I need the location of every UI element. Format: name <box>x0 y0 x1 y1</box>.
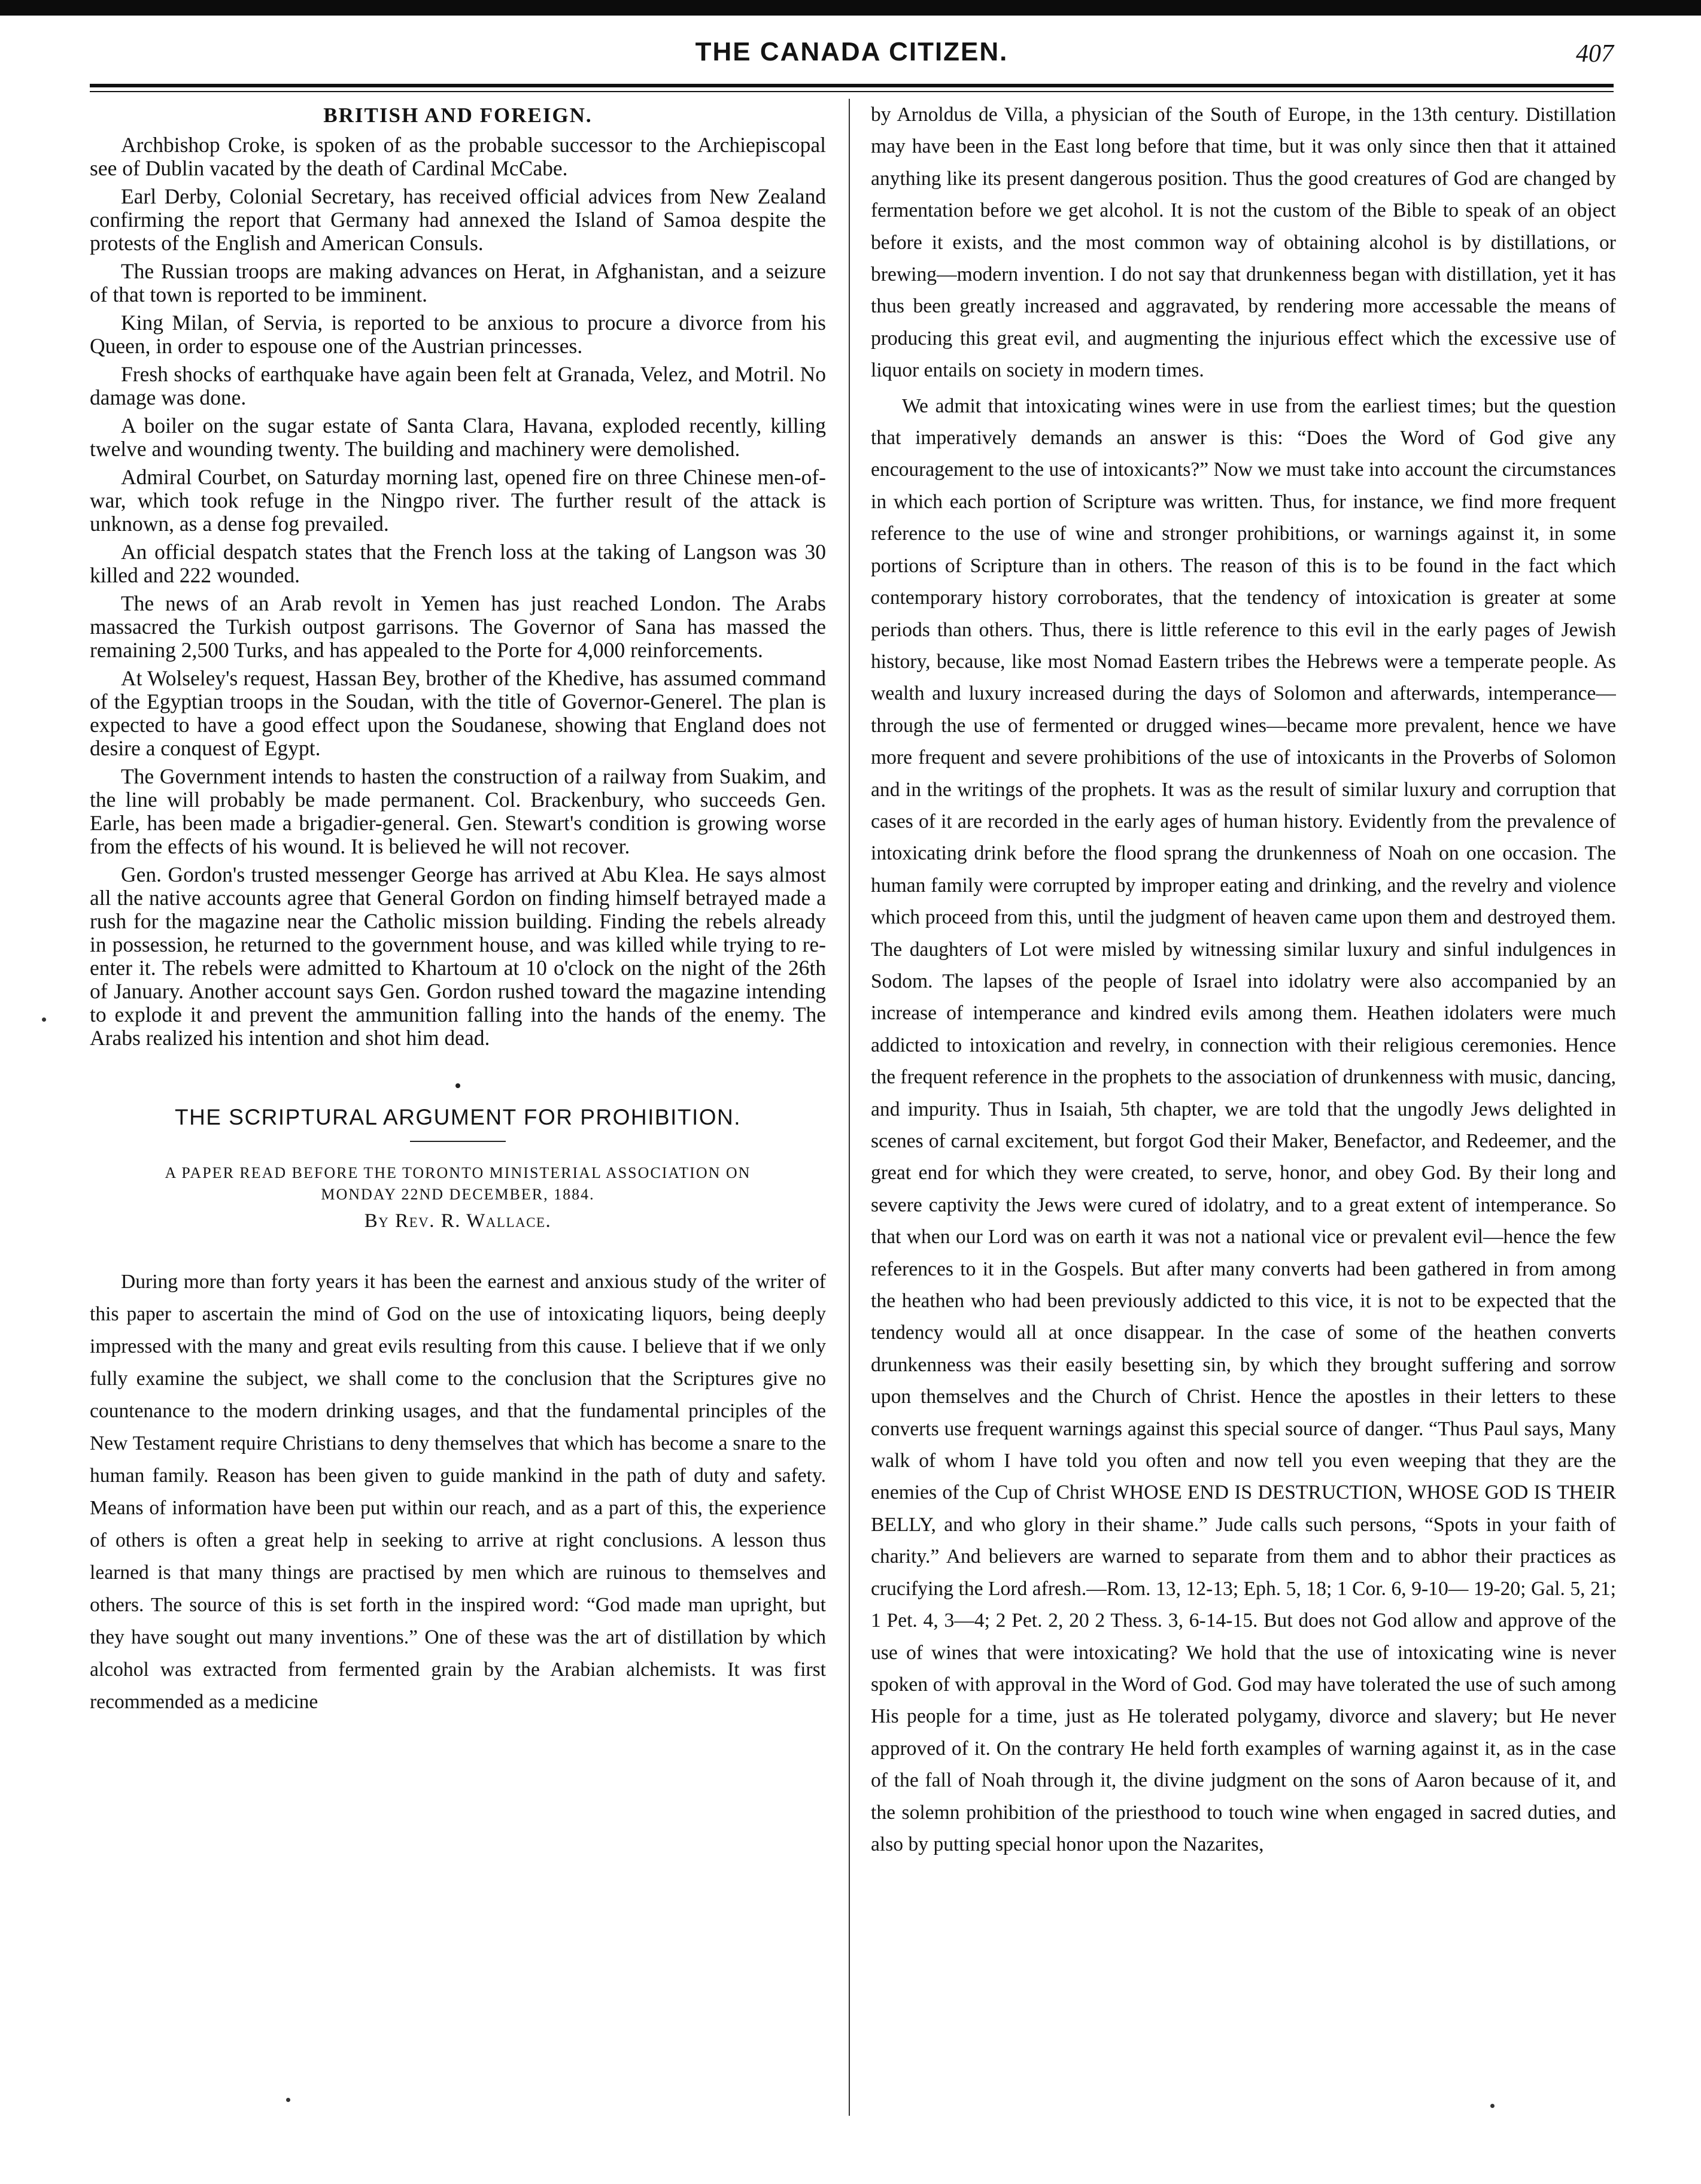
news-paragraph: The news of an Arab revolt in Yemen has just reached London. The Arabs massacred the Turkish outpost garrisons. The Governor of Sana has massed the remaining 2,500 Turks, and has appealed to the Porte for 4,000 reinforcements. <box>90 591 826 662</box>
article-paragraph: During more than forty years it has been the earnest and anxious study of the writer of this paper to ascertain the mind of God on the use of intoxicating liquors, being deeply impressed with the many and great evils resulting from this cause. I believe that if we only fully examine the subject, we shall come to the conclusion that the Scriptures give no countenance to the modern drinking usages, and that the fundamental principles of the New Testament require Christians to deny themselves that which has become a snare to the human family. Reason has been given to guide mankind in the path of duty and safety. Means of information have been put within our reach, and as a part of this, the experience of others is often a great help in seeking to arrive at right conclusions. A lesson thus learned is that many things are practised by men which are ruinous to themselves and others. The source of this is set forth in the inspired word: “God made man upright, but they have sought out many inventions.” One of these was the art of distillation by which alcohol was extracted from fermented grain by the Arabian alchemists. It was first recommended as a medicine <box>90 1271 826 1713</box>
article-subtitle-line-1: A PAPER READ BEFORE THE TORONTO MINISTERIAL ASSOCIATION ON <box>165 1164 751 1181</box>
page-header <box>90 37 1614 79</box>
news-paragraph: A boiler on the sugar estate of Santa Clara, Havana, exploded recently, killing twelve and wounding twenty. The building and machinery were demolished. <box>90 414 826 461</box>
news-paragraph: Admiral Courbet, on Saturday morning last, opened fire on three Chinese men-of-war, which took refuge in the Ningpo river. The further result of the attack is unknown, as a dense fog prevailed. <box>90 465 826 536</box>
newspaper-title: THE CANADA CITIZEN. <box>695 37 1009 66</box>
news-paragraph: The Government intends to hasten the construction of a railway from Suakim, and the line will probably be made permanent. Col. Brackenbury, who succeeds Gen. Earle, has been made a brigadier-general. Gen. Stewart's condition is growing worse from the effects of his wound. It is believed he will not recover. <box>90 764 826 858</box>
article-section <box>90 1105 826 1718</box>
top-black-rule <box>0 0 1701 16</box>
margin-speck <box>286 2098 290 2102</box>
margin-speck <box>42 1017 46 1022</box>
section-heading: BRITISH AND FOREIGN. <box>323 104 593 127</box>
right-column <box>871 99 1616 2122</box>
margin-speck <box>1490 2104 1495 2108</box>
page-number: 407 <box>1576 40 1614 68</box>
news-paragraph: At Wolseley's request, Hassan Bey, brother of the Khedive, has assumed command of the Egyptian troops in the Soudan, with the title of Governor-Generel. The plan is expected to have a good effect upon the Soudanese, showing that England does not desire a conquest of Egypt. <box>90 666 826 760</box>
title-rule <box>410 1141 506 1142</box>
article-byline: By Rev. R. Wallace. <box>364 1210 552 1232</box>
left-column <box>90 99 826 2122</box>
news-paragraph: Fresh shocks of earthquake have again been felt at Granada, Velez, and Motril. No damage was done. <box>90 362 826 409</box>
article-paragraph: We admit that intoxicating wines were in use from the earliest times; but the question that imperatively demands an answer is this: “Does the Word of God give any encouragement to the use of intoxicants?” Now we must take into account the circumstances in which each portion of Scripture was written. Thus, for instance, we find more frequent reference to the use of wine and stronger prohibitions, or warnings against it, in some portions of Scripture than in others. The reason of this is to be found in the fact which contemporary history corroborates, that the tendency of intoxication is greater at some periods than others. Thus, there is little reference to this evil in the early pages of Jewish history, because, like most Nomad Eastern tribes the Hebrews were a temperate people. As wealth and luxury increased during the days of Solomon and afterwards, intemperance—through the use of fermented or drugged wines—became more prevalent, hence we have more frequent and severe prohibitions of the use of intoxicants in the Proverbs of Solomon and in the writings of the prophets. It was as the result of similar luxury and corruption that cases of it are recorded in the early ages of human history. Evidently from the prevalence of intoxicating drink before the flood sprang the drunkenness of Noah on one occasion. The human family were corrupted by improper eating and drinking, and the revelry and violence which proceed from this, until the judgment of heaven came upon them and destroyed them. The daughters of Lot were misled by witnessing similar luxury and sinful indulgences in Sodom. The lapses of the people of Israel into idolatry were also accompanied by an increase of intemperance and kindred evils among them. Heathen idolaters were much addicted to intoxication and revelry, in connection with their religious ceremonies. Hence the frequent reference in the prophets to the association of drunkenness with music, dancing, and impurity. Thus in Isaiah, 5th chapter, we are told that the ungodly Jews delighted in scenes of carnal excitement, but forgot God their Maker, Benefactor, and Redeemer, and the great end for which they were created, to serve, honor, and obey God. By their long and severe captivity the Jews were cured of idolatry, and to a great extent of intemperance. So that when our Lord was on earth it was not a national vice or prevalent evil—hence the few references to it in the Gospels. But after many converts had been gathered in from among the heathen who had been previously addicted to this vice, it is not to be expected that the tendency would all at once disappear. In the case of some of the heathen converts drunkenness was their easily besetting sin, by which they brought suffering and sorrow upon themselves and the Church of Christ. Hence the apostles in their letters to these converts use frequent warnings against this special source of danger. “Thus Paul says, Many walk of whom I have told you often and now tell you even weeping that they are the enemies of the Cup of Christ WHOSE END IS DESTRUCTION, WHOSE GOD IS THEIR BELLY, and who glory in their shame.” Jude calls such persons, “Spots in your faith of charity.” And believers are warned to separate from them and to abhor their practices as crucifying the Lord afresh.—Rom. 13, 12-13; Eph. 5, 18; 1 Cor. 6, 9-10— 19-20; Gal. 5, 21; 1 Pet. 4, 3—4; 2 Pet. 2, 20 2 Thess. 3, 6-14-15. But does not God allow and approve of the use of wines that were intoxicating? We hold that the use of intoxicating wine is never spoken of with approval in the Word of God. God may have tolerated the use of such among His people for a time, just as He tolerated polygamy, divorce and slavery; but He never approved of it. On the contrary He held forth examples of warning against it, as in the case of the fall of Noah through it, the divine judgment on the sons of Aaron because of it, and the solemn prohibition of the priesthood to touch wine when engaged in sacred duties, and also by putting special honor upon the Nazarites, <box>871 394 1616 1855</box>
news-paragraph: The Russian troops are making advances on Herat, in Afghanistan, and a seizure of that town is reported to be imminent. <box>90 259 826 306</box>
news-paragraph: King Milan, of Servia, is reported to be anxious to procure a divorce from his Queen, in order to espouse one of the Austrian princesses. <box>90 311 826 358</box>
british-foreign-section <box>90 104 826 1050</box>
news-paragraph: Archbishop Croke, is spoken of as the probable successor to the Archiepiscopal see of Dublin vacated by the death of Cardinal McCabe. <box>90 133 826 180</box>
header-rule <box>90 84 1614 92</box>
article-subtitle-line-2: MONDAY 22ND DECEMBER, 1884. <box>321 1186 595 1203</box>
section-separator-dot <box>455 1083 460 1088</box>
article-title: THE SCRIPTURAL ARGUMENT FOR PROHIBITION. <box>174 1105 742 1129</box>
article-paragraph: by Arnoldus de Villa, a physician of the South of Europe, in the 13th century. Distillation may have been in the East long before that time, but it was only since then that it attained anything like its present dangerous position. Thus the good creatures of God are changed by fermentation before we get alcohol. It is not the custom of the Bible to speak of an object before it exists, and the most common way of obtaining alcohol is by distillations, or brewing—modern invention. I do not say that drunkenness began with distillation, yet it has thus been greatly increased and aggravated, by rendering more accessable the means of producing this great evil, and augmenting the injurious effect which the excessive use of liquor entails on society in modern times. <box>871 104 1616 382</box>
news-paragraph: An official despatch states that the French loss at the taking of Langson was 30 killed and 222 wounded. <box>90 540 826 587</box>
column-divider <box>849 99 850 2116</box>
news-paragraph: Earl Derby, Colonial Secretary, has received official advices from New Zealand confirming the report that Germany had annexed the Island of Samoa despite the protests of the English and American Consuls. <box>90 184 826 255</box>
news-paragraph: Gen. Gordon's trusted messenger George has arrived at Abu Klea. He says almost all the native accounts agree that General Gordon on finding himself betrayed made a rush for the magazine near the Catholic mission building. Finding the rebels already in possession, he returned to the government house, and was killed while trying to re-enter it. The rebels were admitted to Khartoum at 10 o'clock on the night of the 26th of January. Another account says Gen. Gordon rushed toward the magazine intending to explode it and prevent the ammunition falling into the hands of the enemy. The Arabs realized his intention and shot him dead. <box>90 862 826 1050</box>
